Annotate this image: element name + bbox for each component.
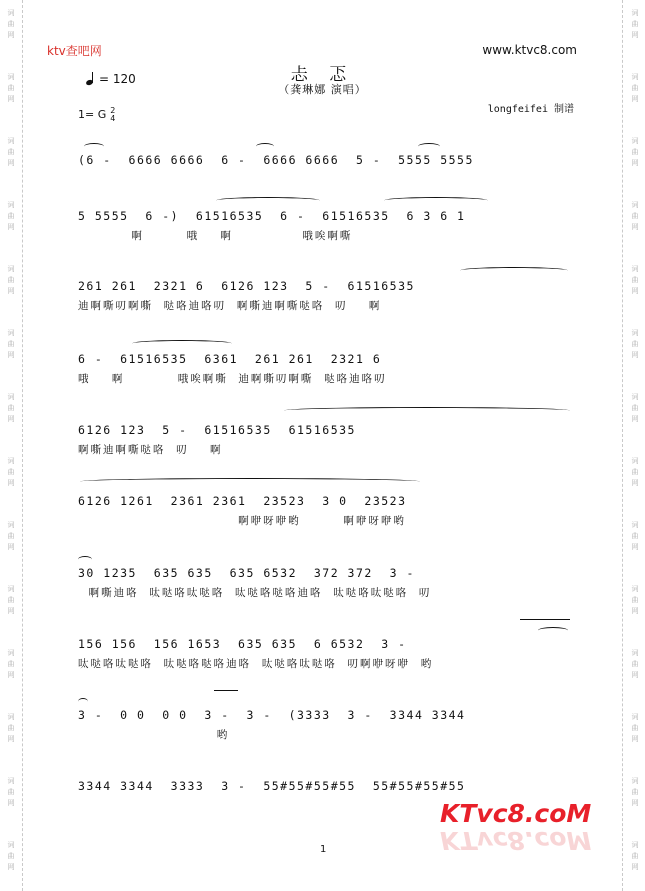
side-watermark-mark: 词 曲 网: [631, 265, 639, 295]
lyrics: 哦 啊 哦唉啊嘶 迪啊嘶叨啊嘶 哒咯迪咯叨: [78, 373, 387, 385]
score-line-6: [78, 490, 570, 560]
side-watermark-mark: 词 曲 网: [631, 457, 639, 487]
notation: 6 - 61516535 6361 261 261 2321 6: [78, 352, 382, 366]
side-watermark-mark: 词 曲 网: [631, 713, 639, 743]
side-watermark-mark: 词 曲 网: [7, 777, 15, 807]
time-signature: [110, 107, 115, 123]
brand-logo-reflection: KTvc8.coM: [440, 826, 592, 855]
page-number: 1: [320, 844, 327, 855]
tie: [84, 143, 104, 150]
side-watermark-mark: 词 曲 网: [7, 73, 15, 103]
side-watermark-mark: 词 曲 网: [631, 201, 639, 231]
notation: 3 - 0 0 0 0 3 - 3 - (3333 3 - 3344 3344: [78, 708, 466, 722]
slur: [460, 267, 568, 274]
score-line-8: [78, 633, 570, 703]
notation: 5 5555 6 -) 61516535 6 - 61516535 6 3 6 1: [78, 209, 466, 223]
notation: 30 1235 635 635 635 6532 372 372 3 -: [78, 566, 415, 580]
meter-bottom: 4: [110, 114, 116, 123]
notation: (6 - 6666 6666 6 - 6666 6666 5 - 5555 5555: [78, 153, 474, 167]
side-watermark-mark: 词 曲 网: [7, 585, 15, 615]
side-watermark-mark: 词 曲 网: [7, 521, 15, 551]
side-watermark-mark: 词 曲 网: [631, 393, 639, 423]
side-watermark-mark: 词 曲 网: [7, 9, 15, 39]
tie: [78, 698, 88, 705]
side-watermark-mark: 词 曲 网: [631, 329, 639, 359]
slur: [132, 340, 232, 347]
slur: [80, 478, 420, 485]
side-watermark-mark: 词 曲 网: [7, 201, 15, 231]
ending-bracket: [520, 619, 570, 620]
tie: [256, 143, 274, 150]
lyrics: 迪啊嘶叨啊嘶 哒咯迪咯叨 啊嘶迪啊嘶哒咯 叨 啊: [78, 300, 382, 312]
side-watermark-mark: 词 曲 网: [7, 393, 15, 423]
side-watermark-mark: 词 曲 网: [631, 521, 639, 551]
tie: [78, 556, 92, 563]
score-line-9: [78, 704, 570, 774]
notation: 156 156 156 1653 635 635 6 6532 3 -: [78, 637, 407, 651]
side-watermark-mark: 词 曲 网: [7, 329, 15, 359]
quarter-note-icon: [86, 72, 95, 85]
side-watermark-mark: 词 曲 网: [7, 713, 15, 743]
arranger-credit: longfeifei 制谱: [487, 104, 574, 115]
slur: [384, 197, 488, 204]
key-signature: [78, 107, 115, 123]
side-watermark-mark: 词 曲 网: [7, 841, 15, 871]
side-watermark-mark: 词 曲 网: [7, 137, 15, 167]
lyrics: 哟: [78, 729, 230, 741]
side-watermark-mark: 词 曲 网: [631, 649, 639, 679]
slur: [216, 197, 320, 204]
side-watermark-mark: 词 曲 网: [631, 841, 639, 871]
side-watermark-mark: 词 曲 网: [631, 73, 639, 103]
lyrics: 啊嘶迪咯 呔哒咯呔哒咯 呔哒咯哒咯迪咯 呔哒咯呔哒咯 叨: [78, 587, 432, 599]
side-watermark-mark: 词 曲 网: [631, 585, 639, 615]
side-watermark-mark: 词 曲 网: [631, 9, 639, 39]
slur: [284, 407, 570, 414]
score-line-3: [78, 275, 570, 345]
tempo-value: = 120: [99, 72, 136, 86]
song-title: 忐 忑: [290, 65, 355, 85]
lyrics: 啊嘶迪啊嘶哒咯 叨 啊: [78, 444, 223, 456]
key-label: 1= G: [78, 108, 107, 121]
notation: 6126 123 5 - 61516535 61516535: [78, 423, 356, 437]
score-line-7: [78, 562, 570, 632]
notation: 261 261 2321 6 6126 123 5 - 61516535: [78, 279, 415, 293]
brand-logo: KTvc8.coM: [440, 799, 592, 828]
side-watermark-mark: 词 曲 网: [7, 457, 15, 487]
side-watermark-mark: 词 曲 网: [631, 777, 639, 807]
lyrics: 啊咿呀咿哟 啊咿呀咿哟: [78, 515, 406, 527]
song-subtitle: （龚琳娜 演唱）: [278, 83, 367, 96]
left-watermark-strip: [0, 0, 23, 891]
side-watermark-mark: 词 曲 网: [631, 137, 639, 167]
notation: 6126 1261 2361 2361 23523 3 0 23523: [78, 494, 407, 508]
tie: [538, 627, 568, 634]
ending-bracket: [214, 690, 238, 691]
tie: [418, 143, 440, 150]
lyrics: 啊 哦 啊 哦唉啊嘶: [78, 230, 353, 242]
side-watermark-mark: 词 曲 网: [7, 265, 15, 295]
lyrics: 呔哒咯呔哒咯 呔哒咯哒咯迪咯 呔哒咯呔哒咯 叨啊咿呀咿 哟: [78, 658, 434, 670]
tempo-marking: [86, 72, 136, 86]
meter-top: 2: [110, 106, 116, 115]
score-line-2: [78, 205, 570, 275]
site-url-right: www.ktvc8.com: [482, 43, 577, 57]
notation: 3344 3344 3333 3 - 55#55#55#55 55#55#55#55: [78, 779, 466, 793]
site-name-left: ktv查吧网: [47, 44, 102, 58]
right-watermark-strip: [622, 0, 645, 891]
side-watermark-mark: 词 曲 网: [7, 649, 15, 679]
